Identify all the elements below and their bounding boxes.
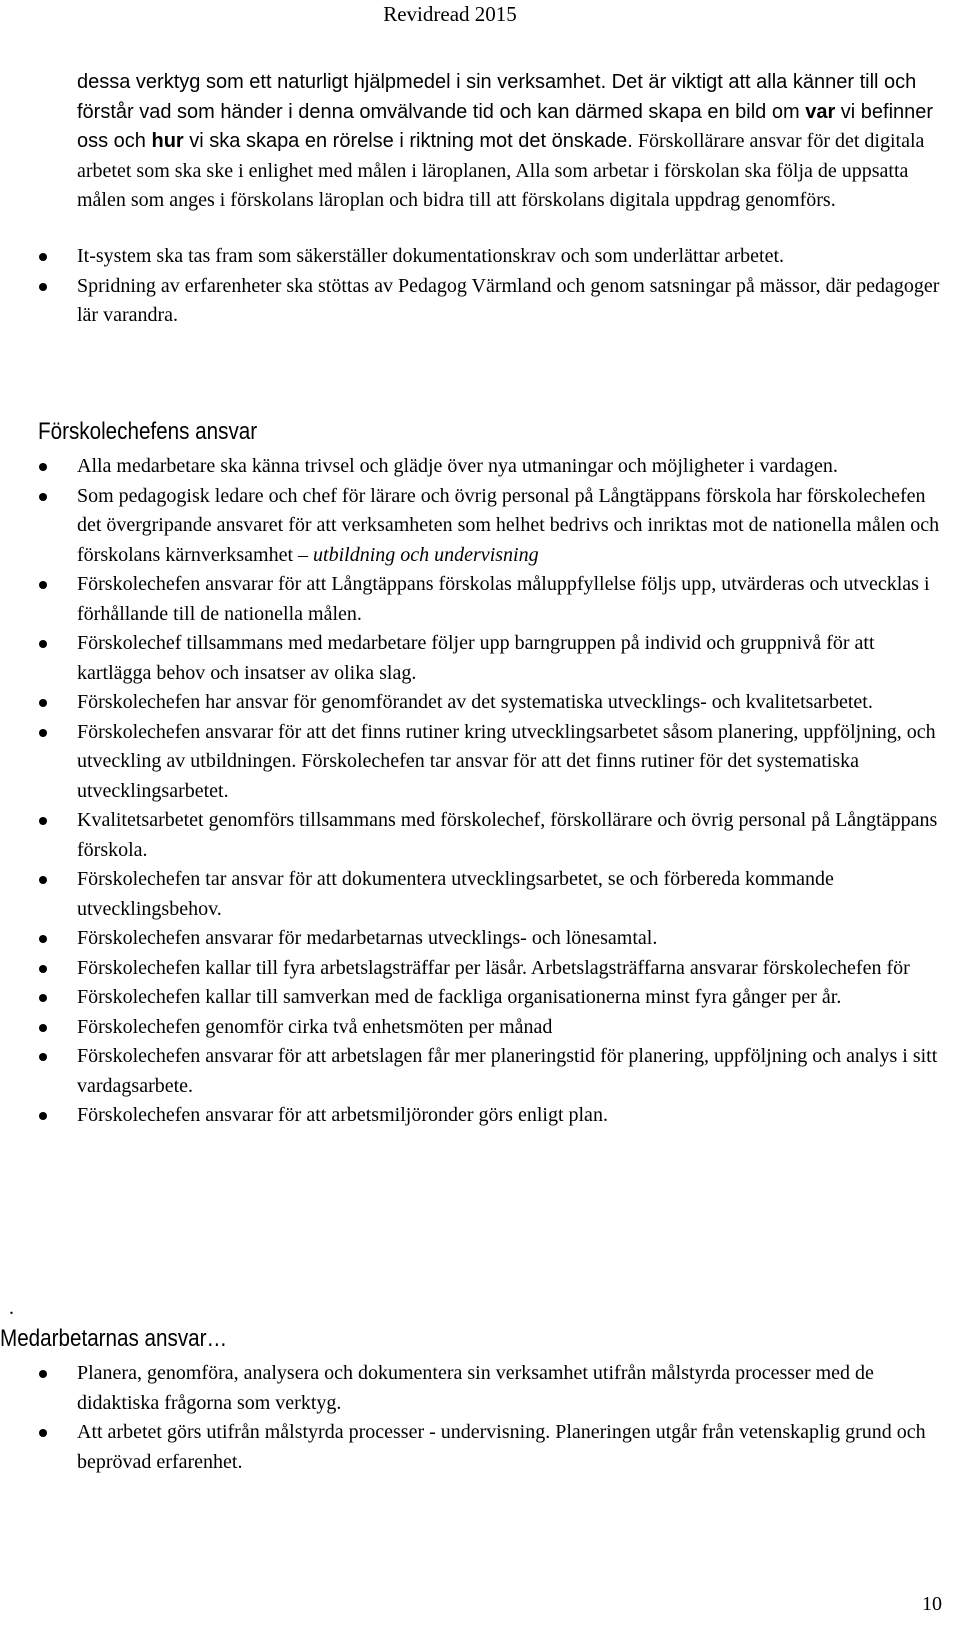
list-item: Alla medarbetare ska känna trivsel och glädje över nya utmaningar och möjligheter i vardagen.: [77, 452, 947, 482]
list-item: Förskolechefen ansvarar för att Långtäppans förskolas måluppfyllelse följs upp, utvärderas och utvecklas i förhållande till de nationella målen.: [77, 570, 947, 629]
page-header: Revidread 2015: [383, 2, 517, 26]
list-item: Kvalitetsarbetet genomförs tillsammans med förskolechef, förskollärare och övrig personal på Långtäppans förskola.: [77, 806, 947, 865]
intro-bold-var: var: [805, 100, 836, 123]
list-item-italic: utbildning och undervisning: [313, 543, 539, 566]
list-item: Förskolechefen genomför cirka två enhetsmöten per månad: [77, 1013, 947, 1043]
list-item: Förskolechefen har ansvar för genomförandet av det systematiska utvecklings- och kvalitetsarbetet.: [77, 688, 947, 718]
list-item: It-system ska tas fram som säkerställer dokumentationskrav och som underlättar arbetet.: [77, 242, 947, 272]
list-item: Förskolechefen ansvarar för att det finns rutiner kring utvecklingsarbetet såsom planering, uppföljning, och utveckling av utbildningen. Förskolechefen tar ansvar för att det finns rutiner för det systematiska utvecklingsarbetet.: [77, 718, 947, 807]
section-heading-forskolechef: Förskolechefens ansvar: [38, 418, 258, 445]
section-heading-medarbetare: Medarbetarnas ansvar…: [0, 1325, 228, 1352]
list-item: Förskolechef tillsammans med medarbetare följer upp barngruppen på individ och gruppnivå för att kartlägga behov och insatser av olika slag.: [77, 629, 947, 688]
forskolechef-bullet-list: [77, 452, 947, 1131]
intro-text-1: dessa verktyg som ett naturligt hjälpmedel i sin verksamhet. Det är viktigt att alla känner till och förstår vad som händer i denna omvälvande tid och kan därmed skapa en bild om: [77, 71, 917, 123]
intro-bullet-list: [77, 242, 947, 331]
list-item-text: Som pedagogisk ledare och chef för lärare och övrig personal på Långtäppans förskola har förskolechefen det övergripande ansvaret för att verksamheten som helhet bedrivs och inriktas mot de nationella målen och förskolans kärnverksamhet –: [77, 484, 940, 566]
list-item: [77, 482, 947, 571]
intro-paragraph: [77, 68, 947, 216]
list-item: Förskolechefen ansvarar för att arbetsmiljöronder görs enligt plan.: [77, 1101, 947, 1131]
page-number: 10: [922, 1593, 942, 1615]
medarbetare-bullet-list: [77, 1359, 947, 1477]
list-item: Förskolechefen kallar till samverkan med de fackliga organisationerna minst fyra gånger per år.: [77, 983, 947, 1013]
intro-bold-hur: hur: [151, 130, 184, 152]
list-item: Planera, genomföra, analysera och dokumentera sin verksamhet utifrån målstyrda processer med de didaktiska frågorna som verktyg.: [77, 1359, 947, 1418]
intro-text-2: vi befinner oss och: [77, 100, 934, 152]
stray-dot: .: [9, 1297, 14, 1319]
list-item: Förskolechefen tar ansvar för att dokumentera utvecklingsarbetet, se och förbereda kommande utvecklingsbehov.: [77, 865, 947, 924]
list-item: Att arbetet görs utifrån målstyrda processer - undervisning. Planeringen utgår från vetenskaplig grund och beprövad erfarenhet.: [77, 1418, 947, 1477]
list-item: Spridning av erfarenheter ska stöttas av Pedagog Värmland och genom satsningar på mässor, där pedagoger lär varandra.: [77, 272, 947, 331]
list-item: Förskolechefen ansvarar för att arbetslagen får mer planeringstid för planering, uppföljning och analys i sitt vardagsarbete.: [77, 1042, 947, 1101]
list-item: Förskolechefen ansvarar för medarbetarnas utvecklings- och lönesamtal.: [77, 924, 947, 954]
list-item: Förskolechefen kallar till fyra arbetslagsträffar per läsår. Arbetslagsträffarna ansvarar förskolechefen för: [77, 954, 947, 984]
intro-text-3: vi ska skapa en rörelse i riktning mot det önskade.: [183, 130, 633, 152]
intro-text-4: Förskollärare ansvar för det digitala arbetet som ska ske i enlighet med målen i läroplanen, Alla som arbetar i förskolan ska följa de uppsatta målen som anges i förskolans läroplan och bidra till att förskolans digitala uppdrag genomförs.: [77, 130, 925, 211]
